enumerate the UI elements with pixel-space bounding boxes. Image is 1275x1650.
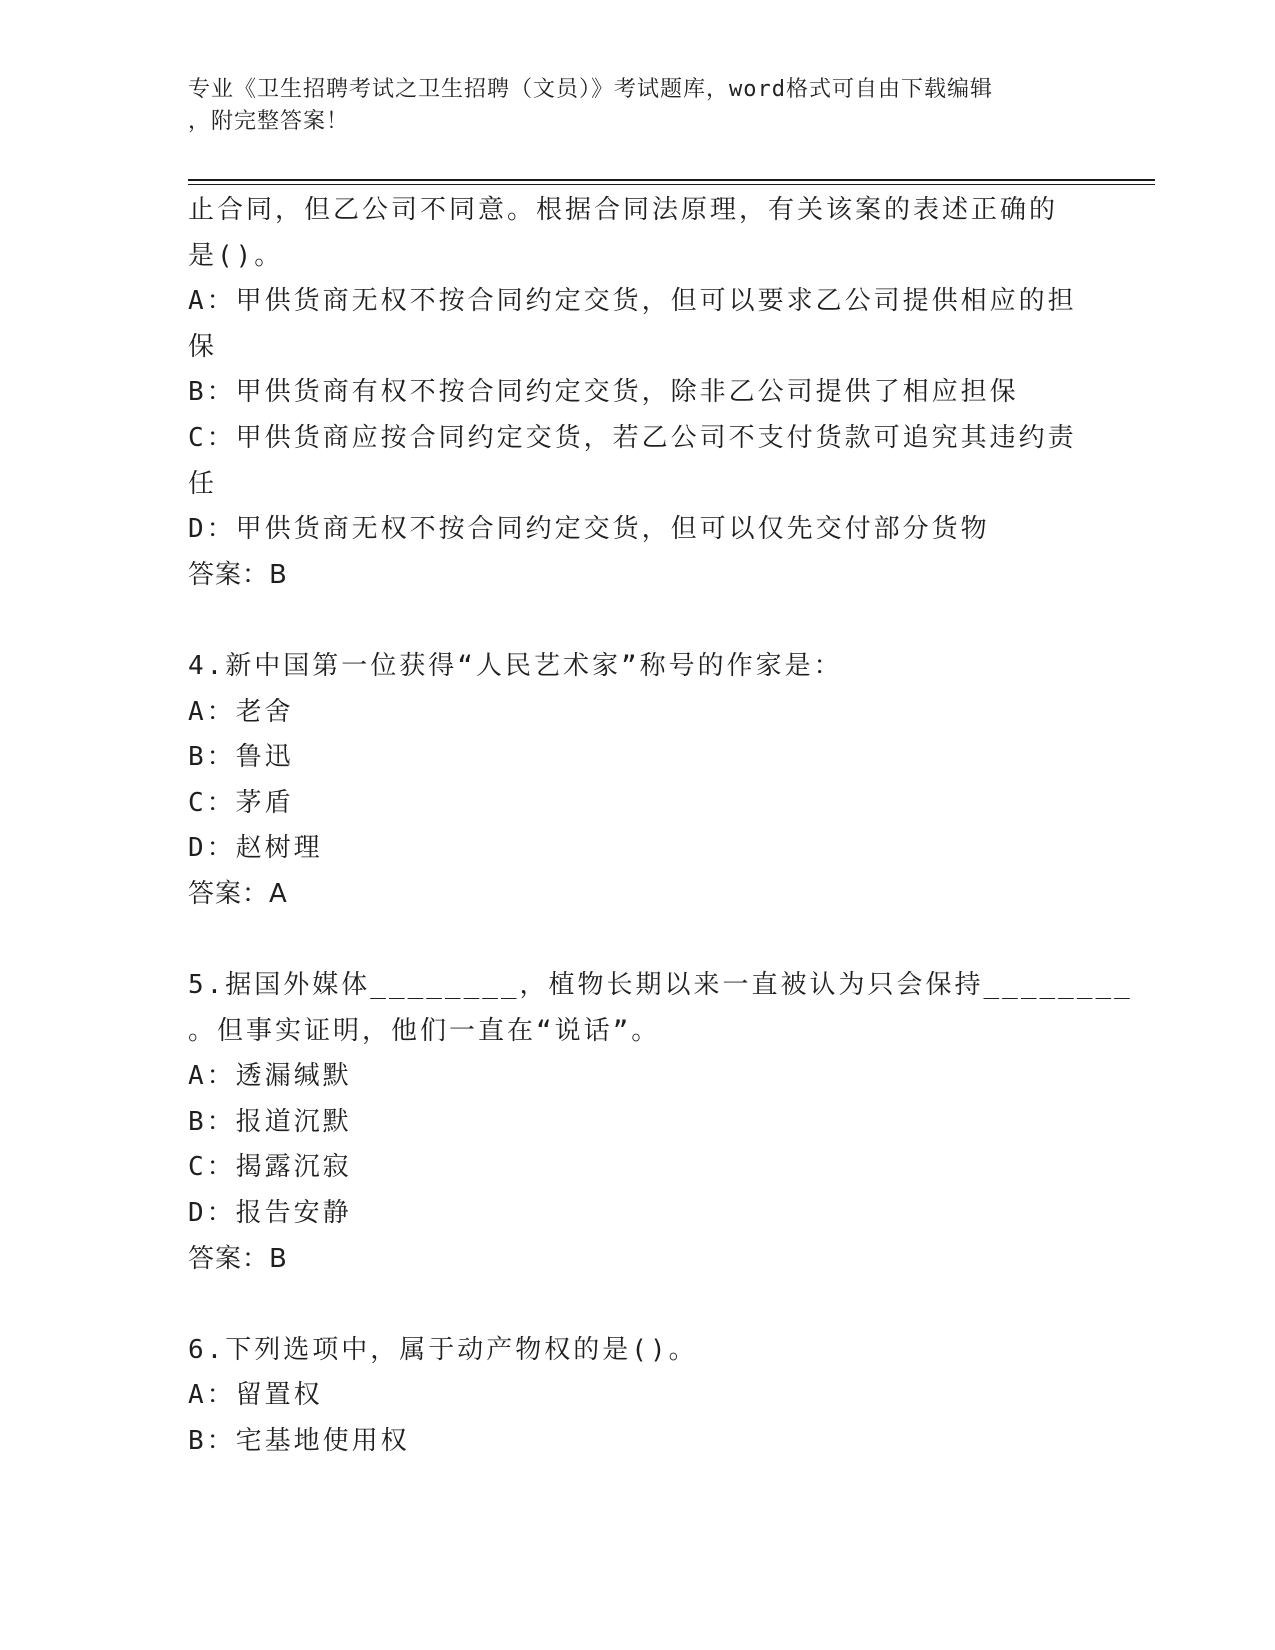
question-stem: 。但事实证明，他们一直在“说话”。 — [188, 1015, 661, 1046]
option-b: B：报道沉默 — [188, 1106, 352, 1137]
option-c: C：揭露沉寂 — [188, 1152, 352, 1183]
spacer — [188, 1282, 1088, 1328]
option-d: D：报告安静 — [188, 1198, 352, 1229]
option-c: 任 — [188, 468, 218, 499]
option-b: B：鲁迅 — [188, 742, 294, 773]
header-rule-thin — [188, 184, 1155, 185]
option-a: A：留置权 — [188, 1380, 323, 1411]
answer-line: 答案：B — [188, 1243, 288, 1274]
spacer — [188, 598, 1088, 644]
option-a: A：老舍 — [188, 696, 294, 727]
header-rule-thick — [188, 179, 1155, 181]
option-c: C：茅盾 — [188, 787, 294, 818]
question-5 — [188, 963, 1133, 1282]
option-b: B：甲供货商有权不按合同约定交货，除非乙公司提供了相应担保 — [188, 377, 1019, 408]
question-stem: 6.下列选项中，属于动产物权的是()。 — [188, 1334, 698, 1365]
question-stem: 5.据国外媒体________，植物长期以来一直被认为只会保持________ — [188, 970, 1133, 1001]
option-b: B：宅基地使用权 — [188, 1426, 410, 1457]
question-stem: 4.新中国第一位获得“人民艺术家”称号的作家是： — [188, 650, 843, 681]
option-a: 保 — [188, 331, 218, 362]
spacer — [188, 918, 1088, 964]
header-line-1: 专业《卫生招聘考试之卫生招聘（文员）》考试题库，word格式可自由下载编辑 — [188, 77, 993, 102]
page-header — [188, 74, 1068, 138]
question-body — [188, 188, 1133, 1465]
question-stem: 是()。 — [188, 240, 284, 271]
answer-line: 答案：A — [188, 878, 288, 909]
option-a: A：透漏缄默 — [188, 1061, 352, 1092]
option-a: A：甲供货商无权不按合同约定交货，但可以要求乙公司提供相应的担 — [188, 286, 1077, 317]
header-line-2: ，附完整答案！ — [188, 109, 350, 134]
question-stem: 止合同，但乙公司不同意。根据合同法原理，有关该案的表述正确的 — [188, 195, 1059, 225]
question-4 — [188, 644, 1088, 918]
option-c: C：甲供货商应按合同约定交货，若乙公司不支付货款可追究其违约责 — [188, 422, 1077, 453]
answer-line: 答案：B — [188, 559, 288, 590]
option-d: D：赵树理 — [188, 833, 323, 864]
question-3 — [188, 188, 1088, 598]
question-6 — [188, 1328, 1088, 1465]
option-d: D：甲供货商无权不按合同约定交货，但可以仅先交付部分货物 — [188, 514, 990, 545]
